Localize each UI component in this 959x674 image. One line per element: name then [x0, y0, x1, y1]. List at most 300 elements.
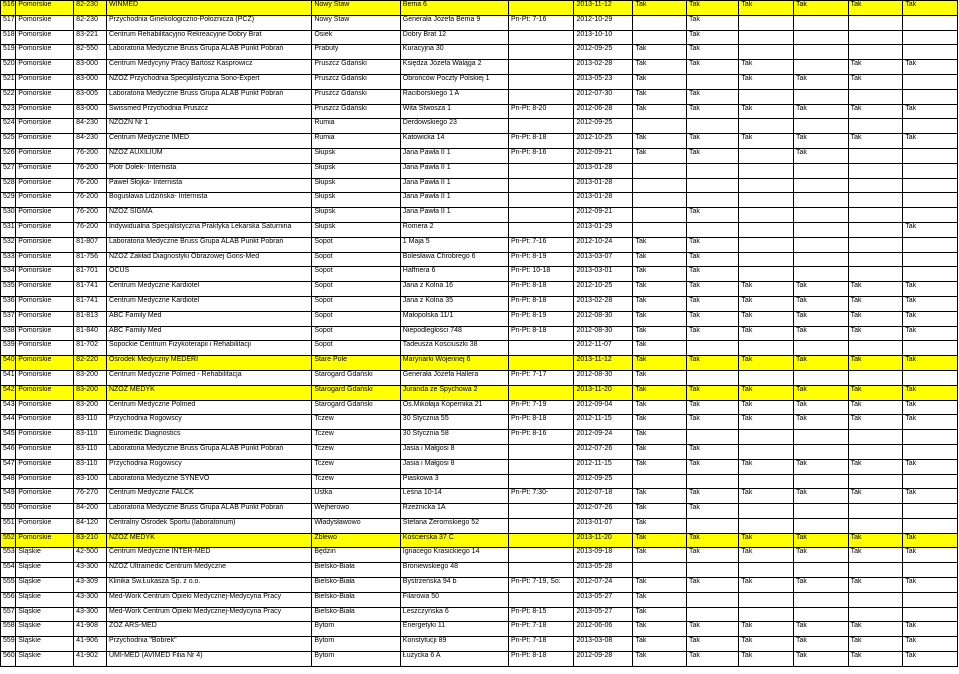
flag-3-cell: [739, 504, 794, 519]
row-number-cell: 529: [1, 193, 16, 208]
address-cell: Rzeźnicka 1A: [400, 504, 508, 519]
flag-6-cell: Tak: [903, 134, 958, 149]
flag-2-cell: Tak: [686, 60, 738, 75]
zip-code-cell: 81-807: [74, 237, 107, 252]
flag-3-cell: Tak: [739, 134, 794, 149]
flag-6-cell: [903, 178, 958, 193]
zip-code-cell: 81-741: [74, 296, 107, 311]
address-cell: Jasia i Małgosi 8: [400, 459, 508, 474]
row-number-cell: 540: [1, 356, 16, 371]
facility-name-cell: Przychodnia Rogowscy: [106, 459, 311, 474]
flag-2-cell: Tak: [686, 282, 738, 297]
table-row: [1, 356, 958, 371]
city-cell: Ustka: [312, 489, 400, 504]
flag-3-cell: Tak: [739, 296, 794, 311]
facility-name-cell: Laboratoria Medyczne Bruss Grupa ALAB Punkt Pobrań: [106, 45, 311, 60]
flag-3-cell: Tak: [739, 400, 794, 415]
flag-5-cell: Tak: [848, 134, 903, 149]
facility-name-cell: Przychodnia "Bobrek": [106, 637, 311, 652]
flag-1-cell: Tak: [633, 1, 687, 16]
facility-name-cell: Med-Work Centrum Opieki Medycznej-Medycyna Pracy: [106, 592, 311, 607]
date-cell: 2012-06-06: [574, 622, 633, 637]
row-number-cell: 523: [1, 104, 16, 119]
region-cell: Pomorskie: [16, 222, 74, 237]
flag-5-cell: [848, 504, 903, 519]
table-row: [1, 267, 958, 282]
facility-name-cell: Laboratoria Medyczne Bruss Grupa ALAB Punkt Pobrań: [106, 444, 311, 459]
flag-1-cell: Tak: [633, 607, 687, 622]
flag-4-cell: Tak: [794, 134, 849, 149]
city-cell: Bytom: [312, 637, 400, 652]
zip-code-cell: 84-230: [74, 119, 107, 134]
zip-code-cell: 83-000: [74, 104, 107, 119]
flag-1-cell: Tak: [633, 267, 687, 282]
row-number-cell: 546: [1, 444, 16, 459]
flag-4-cell: Tak: [794, 578, 849, 593]
flag-4-cell: Tak: [794, 74, 849, 89]
flag-5-cell: Tak: [848, 637, 903, 652]
date-cell: 2013-10-10: [574, 30, 633, 45]
date-cell: 2013-02-28: [574, 60, 633, 75]
flag-6-cell: Tak: [903, 282, 958, 297]
table-row: [1, 385, 958, 400]
row-number-cell: 537: [1, 311, 16, 326]
facility-name-cell: Laboratoria Medyczne Bruss Grupa ALAB Punkt Pobrań: [106, 504, 311, 519]
zip-code-cell: 76-200: [74, 148, 107, 163]
city-cell: Bielsko-Biała: [312, 607, 400, 622]
flag-4-cell: [794, 341, 849, 356]
row-number-cell: 538: [1, 326, 16, 341]
opening-hours-cell: Pn-Pt: 7-18: [508, 637, 574, 652]
region-cell: Pomorskie: [16, 489, 74, 504]
date-cell: 2012-10-24: [574, 237, 633, 252]
city-cell: Słupsk: [312, 208, 400, 223]
zip-code-cell: 82-550: [74, 45, 107, 60]
flag-5-cell: [848, 163, 903, 178]
facility-name-cell: Laboratoria Medyczne SYNEVO: [106, 474, 311, 489]
city-cell: Sopot: [312, 326, 400, 341]
table-row: [1, 119, 958, 134]
flag-2-cell: [686, 607, 738, 622]
region-cell: Śląskie: [16, 578, 74, 593]
flag-6-cell: Tak: [903, 356, 958, 371]
date-cell: 2012-08-30: [574, 311, 633, 326]
zip-code-cell: 43-300: [74, 607, 107, 622]
opening-hours-cell: [508, 592, 574, 607]
row-number-cell: 544: [1, 415, 16, 430]
date-cell: 2013-03-08: [574, 637, 633, 652]
table-row: [1, 222, 958, 237]
region-cell: Pomorskie: [16, 163, 74, 178]
row-number-cell: 555: [1, 578, 16, 593]
city-cell: Bytom: [312, 622, 400, 637]
facility-name-cell: Centrum Medyczne Polmed - Rehabilitacja: [106, 370, 311, 385]
address-cell: Jana Pawła II 1: [400, 148, 508, 163]
region-cell: Pomorskie: [16, 134, 74, 149]
flag-5-cell: [848, 518, 903, 533]
flag-4-cell: [794, 119, 849, 134]
facility-name-cell: NZOZ Przychodnia Specjalistyczna Sono-Expert: [106, 74, 311, 89]
city-cell: Nowy Staw: [312, 15, 400, 30]
address-cell: Jana Pawła II 1: [400, 193, 508, 208]
opening-hours-cell: [508, 444, 574, 459]
zip-code-cell: 84-230: [74, 134, 107, 149]
flag-4-cell: [794, 89, 849, 104]
date-cell: 2012-09-25: [574, 474, 633, 489]
flag-5-cell: [848, 370, 903, 385]
city-cell: Stare Pole: [312, 356, 400, 371]
date-cell: 2012-08-30: [574, 326, 633, 341]
region-cell: Śląskie: [16, 652, 74, 667]
flag-1-cell: Tak: [633, 237, 687, 252]
flag-3-cell: [739, 474, 794, 489]
flag-1-cell: Tak: [633, 622, 687, 637]
flag-5-cell: Tak: [848, 326, 903, 341]
address-cell: Bolesława Chrobrego 6: [400, 252, 508, 267]
city-cell: Słupsk: [312, 222, 400, 237]
flag-3-cell: Tak: [739, 459, 794, 474]
flag-6-cell: [903, 474, 958, 489]
region-cell: Śląskie: [16, 622, 74, 637]
flag-4-cell: [794, 60, 849, 75]
flag-4-cell: [794, 237, 849, 252]
city-cell: Sopot: [312, 341, 400, 356]
address-cell: Kościerska 37 C: [400, 533, 508, 548]
flag-6-cell: [903, 592, 958, 607]
address-cell: Broniewskiego 48: [400, 563, 508, 578]
region-cell: Śląskie: [16, 592, 74, 607]
flag-6-cell: Tak: [903, 415, 958, 430]
flag-2-cell: Tak: [686, 134, 738, 149]
region-cell: Pomorskie: [16, 104, 74, 119]
flag-3-cell: [739, 30, 794, 45]
flag-1-cell: Tak: [633, 415, 687, 430]
zip-code-cell: 83-110: [74, 430, 107, 445]
zip-code-cell: 83-000: [74, 74, 107, 89]
date-cell: 2013-11-20: [574, 385, 633, 400]
city-cell: Bielsko-Biała: [312, 578, 400, 593]
flag-4-cell: [794, 252, 849, 267]
city-cell: Słupsk: [312, 148, 400, 163]
opening-hours-cell: [508, 341, 574, 356]
flag-1-cell: Tak: [633, 652, 687, 667]
opening-hours-cell: Pn-Pt: 8-19: [508, 252, 574, 267]
facility-name-cell: Piotr Dołek- Internista: [106, 163, 311, 178]
flag-6-cell: [903, 193, 958, 208]
flag-5-cell: [848, 15, 903, 30]
facility-name-cell: ABC Family Med: [106, 326, 311, 341]
flag-1-cell: Tak: [633, 296, 687, 311]
region-cell: Pomorskie: [16, 15, 74, 30]
city-cell: Pruszcz Gdański: [312, 74, 400, 89]
table-row: [1, 430, 958, 445]
flag-5-cell: Tak: [848, 104, 903, 119]
flag-4-cell: Tak: [794, 415, 849, 430]
table-row: [1, 30, 958, 45]
row-number-cell: 518: [1, 30, 16, 45]
date-cell: 2012-07-18: [574, 489, 633, 504]
flag-3-cell: [739, 252, 794, 267]
row-number-cell: 525: [1, 134, 16, 149]
zip-code-cell: 81-741: [74, 282, 107, 297]
flag-6-cell: [903, 89, 958, 104]
table-row: [1, 89, 958, 104]
row-number-cell: 531: [1, 222, 16, 237]
date-cell: 2013-01-07: [574, 518, 633, 533]
opening-hours-cell: Pn-Pt: 8-18: [508, 326, 574, 341]
facility-name-cell: Ośrodek Medyczny MEDERI: [106, 356, 311, 371]
flag-2-cell: [686, 474, 738, 489]
row-number-cell: 560: [1, 652, 16, 667]
address-cell: Leszczyńska 6: [400, 607, 508, 622]
flag-2-cell: Tak: [686, 459, 738, 474]
region-cell: Pomorskie: [16, 282, 74, 297]
flag-1-cell: [633, 474, 687, 489]
address-cell: 30 Stycznia 58: [400, 430, 508, 445]
table-row: [1, 296, 958, 311]
address-cell: Bystrzeńska 94 b: [400, 578, 508, 593]
flag-3-cell: Tak: [739, 356, 794, 371]
row-number-cell: 532: [1, 237, 16, 252]
row-number-cell: 536: [1, 296, 16, 311]
flag-2-cell: [686, 341, 738, 356]
row-number-cell: 554: [1, 563, 16, 578]
flag-1-cell: Tak: [633, 489, 687, 504]
flag-6-cell: [903, 444, 958, 459]
facility-name-cell: Swissmed Przychodnia Pruszcz: [106, 104, 311, 119]
flag-5-cell: Tak: [848, 459, 903, 474]
flag-5-cell: [848, 607, 903, 622]
zip-code-cell: 83-110: [74, 459, 107, 474]
flag-3-cell: [739, 89, 794, 104]
table-row: [1, 104, 958, 119]
opening-hours-cell: Pn-Pt: 7-18: [508, 622, 574, 637]
flag-3-cell: Tak: [739, 578, 794, 593]
facility-name-cell: Przychodnia Rogowscy: [106, 415, 311, 430]
zip-code-cell: 76-200: [74, 193, 107, 208]
zip-code-cell: 76-200: [74, 178, 107, 193]
flag-4-cell: [794, 370, 849, 385]
flag-6-cell: Tak: [903, 385, 958, 400]
flag-4-cell: [794, 563, 849, 578]
flag-4-cell: [794, 592, 849, 607]
flag-4-cell: [794, 518, 849, 533]
city-cell: Tczew: [312, 430, 400, 445]
region-cell: Pomorskie: [16, 326, 74, 341]
date-cell: 2013-09-18: [574, 548, 633, 563]
region-cell: Pomorskie: [16, 1, 74, 16]
table-row: [1, 592, 958, 607]
flag-4-cell: Tak: [794, 400, 849, 415]
opening-hours-cell: Pn-Pt: 8-20: [508, 104, 574, 119]
zip-code-cell: 43-300: [74, 563, 107, 578]
flag-5-cell: Tak: [848, 385, 903, 400]
zip-code-cell: 76-200: [74, 222, 107, 237]
city-cell: Starogard Gdański: [312, 370, 400, 385]
table-row: [1, 622, 958, 637]
flag-5-cell: [848, 222, 903, 237]
facility-name-cell: Bogusława Lidzińska- Internista: [106, 193, 311, 208]
date-cell: 2012-08-30: [574, 370, 633, 385]
facility-name-cell: Centrum Medyczne IMED: [106, 134, 311, 149]
flag-2-cell: Tak: [686, 104, 738, 119]
region-cell: Pomorskie: [16, 178, 74, 193]
row-number-cell: 533: [1, 252, 16, 267]
opening-hours-cell: [508, 74, 574, 89]
opening-hours-cell: [508, 45, 574, 60]
facility-name-cell: Paweł Słojka- Internista: [106, 178, 311, 193]
flag-5-cell: Tak: [848, 74, 903, 89]
city-cell: Starogard Gdański: [312, 400, 400, 415]
flag-2-cell: [686, 178, 738, 193]
zip-code-cell: 83-200: [74, 370, 107, 385]
flag-6-cell: [903, 237, 958, 252]
flag-6-cell: Tak: [903, 637, 958, 652]
address-cell: Jasia i Małgosi 8: [400, 444, 508, 459]
row-number-cell: 550: [1, 504, 16, 519]
flag-3-cell: [739, 237, 794, 252]
facility-name-cell: ZOZ ARS-MED: [106, 622, 311, 637]
region-cell: Pomorskie: [16, 267, 74, 282]
flag-3-cell: Tak: [739, 385, 794, 400]
opening-hours-cell: Pn-Pt: 8-18: [508, 415, 574, 430]
opening-hours-cell: Pn-Pt: 10-18: [508, 267, 574, 282]
zip-code-cell: 84-120: [74, 518, 107, 533]
region-cell: Pomorskie: [16, 45, 74, 60]
flag-1-cell: Tak: [633, 400, 687, 415]
flag-2-cell: Tak: [686, 385, 738, 400]
flag-2-cell: [686, 592, 738, 607]
date-cell: 2013-11-12: [574, 1, 633, 16]
zip-code-cell: 41-906: [74, 637, 107, 652]
table-row: [1, 637, 958, 652]
row-number-cell: 522: [1, 89, 16, 104]
flag-3-cell: [739, 341, 794, 356]
row-number-cell: 520: [1, 60, 16, 75]
flag-1-cell: Tak: [633, 89, 687, 104]
row-number-cell: 517: [1, 15, 16, 30]
flag-1-cell: Tak: [633, 385, 687, 400]
flag-5-cell: [848, 208, 903, 223]
flag-6-cell: [903, 252, 958, 267]
table-row: [1, 237, 958, 252]
flag-6-cell: [903, 267, 958, 282]
flag-1-cell: Tak: [633, 356, 687, 371]
zip-code-cell: 41-908: [74, 622, 107, 637]
flag-4-cell: [794, 267, 849, 282]
row-number-cell: 545: [1, 430, 16, 445]
date-cell: 2013-03-07: [574, 252, 633, 267]
flag-1-cell: Tak: [633, 533, 687, 548]
row-number-cell: 549: [1, 489, 16, 504]
opening-hours-cell: [508, 163, 574, 178]
flag-2-cell: [686, 74, 738, 89]
flag-2-cell: Tak: [686, 267, 738, 282]
table-row: [1, 533, 958, 548]
table-row: [1, 45, 958, 60]
opening-hours-cell: Pn-Pt: 7-17: [508, 370, 574, 385]
flag-5-cell: [848, 252, 903, 267]
flag-3-cell: Tak: [739, 489, 794, 504]
flag-1-cell: [633, 119, 687, 134]
flag-3-cell: [739, 178, 794, 193]
row-number-cell: 557: [1, 607, 16, 622]
date-cell: 2013-05-28: [574, 563, 633, 578]
flag-4-cell: Tak: [794, 104, 849, 119]
date-cell: 2012-11-15: [574, 415, 633, 430]
flag-2-cell: [686, 430, 738, 445]
table-row: [1, 74, 958, 89]
flag-2-cell: Tak: [686, 45, 738, 60]
table-row: [1, 578, 958, 593]
flag-6-cell: [903, 563, 958, 578]
zip-code-cell: 83-005: [74, 89, 107, 104]
flag-4-cell: Tak: [794, 489, 849, 504]
city-cell: Pruszcz Gdański: [312, 60, 400, 75]
opening-hours-cell: Pn-Pt: 7-16: [508, 237, 574, 252]
flag-3-cell: Tak: [739, 326, 794, 341]
zip-code-cell: 82-220: [74, 356, 107, 371]
table-row: [1, 504, 958, 519]
flag-6-cell: Tak: [903, 60, 958, 75]
facility-name-cell: Centrum Rehabilitacyjno Rekreacyjne Dobry Brat: [106, 30, 311, 45]
facility-name-cell: NZOZ MEDYK: [106, 385, 311, 400]
address-cell: Leśna 10-14: [400, 489, 508, 504]
flag-6-cell: Tak: [903, 326, 958, 341]
address-cell: Os.Mikołaja Kopernika 21: [400, 400, 508, 415]
date-cell: 2012-11-07: [574, 341, 633, 356]
region-cell: Pomorskie: [16, 430, 74, 445]
address-cell: 1 Maja 5: [400, 237, 508, 252]
flag-2-cell: Tak: [686, 356, 738, 371]
opening-hours-cell: [508, 533, 574, 548]
flag-3-cell: [739, 148, 794, 163]
address-cell: Generała Józefa Hallera: [400, 370, 508, 385]
flag-3-cell: [739, 607, 794, 622]
region-cell: Pomorskie: [16, 459, 74, 474]
city-cell: Sopot: [312, 296, 400, 311]
table-row: [1, 459, 958, 474]
flag-4-cell: [794, 178, 849, 193]
date-cell: 2012-07-30: [574, 89, 633, 104]
row-number-cell: 548: [1, 474, 16, 489]
zip-code-cell: 43-309: [74, 578, 107, 593]
table-row: [1, 134, 958, 149]
flag-4-cell: [794, 45, 849, 60]
region-cell: Pomorskie: [16, 60, 74, 75]
flag-1-cell: Tak: [633, 341, 687, 356]
flag-1-cell: [633, 163, 687, 178]
flag-5-cell: Tak: [848, 296, 903, 311]
flag-3-cell: [739, 592, 794, 607]
flag-4-cell: Tak: [794, 622, 849, 637]
opening-hours-cell: Pn-Pt: 8-18: [508, 282, 574, 297]
flag-2-cell: Tak: [686, 400, 738, 415]
flag-1-cell: [633, 193, 687, 208]
flag-1-cell: [633, 563, 687, 578]
flag-3-cell: Tak: [739, 104, 794, 119]
city-cell: Osiek: [312, 30, 400, 45]
address-cell: Jana Pawła II 1: [400, 208, 508, 223]
opening-hours-cell: [508, 178, 574, 193]
address-cell: Romera 2: [400, 222, 508, 237]
region-cell: Pomorskie: [16, 504, 74, 519]
flag-5-cell: [848, 474, 903, 489]
address-cell: Konstytucji 89: [400, 637, 508, 652]
city-cell: Władysławowo: [312, 518, 400, 533]
flag-1-cell: Tak: [633, 74, 687, 89]
region-cell: Pomorskie: [16, 444, 74, 459]
